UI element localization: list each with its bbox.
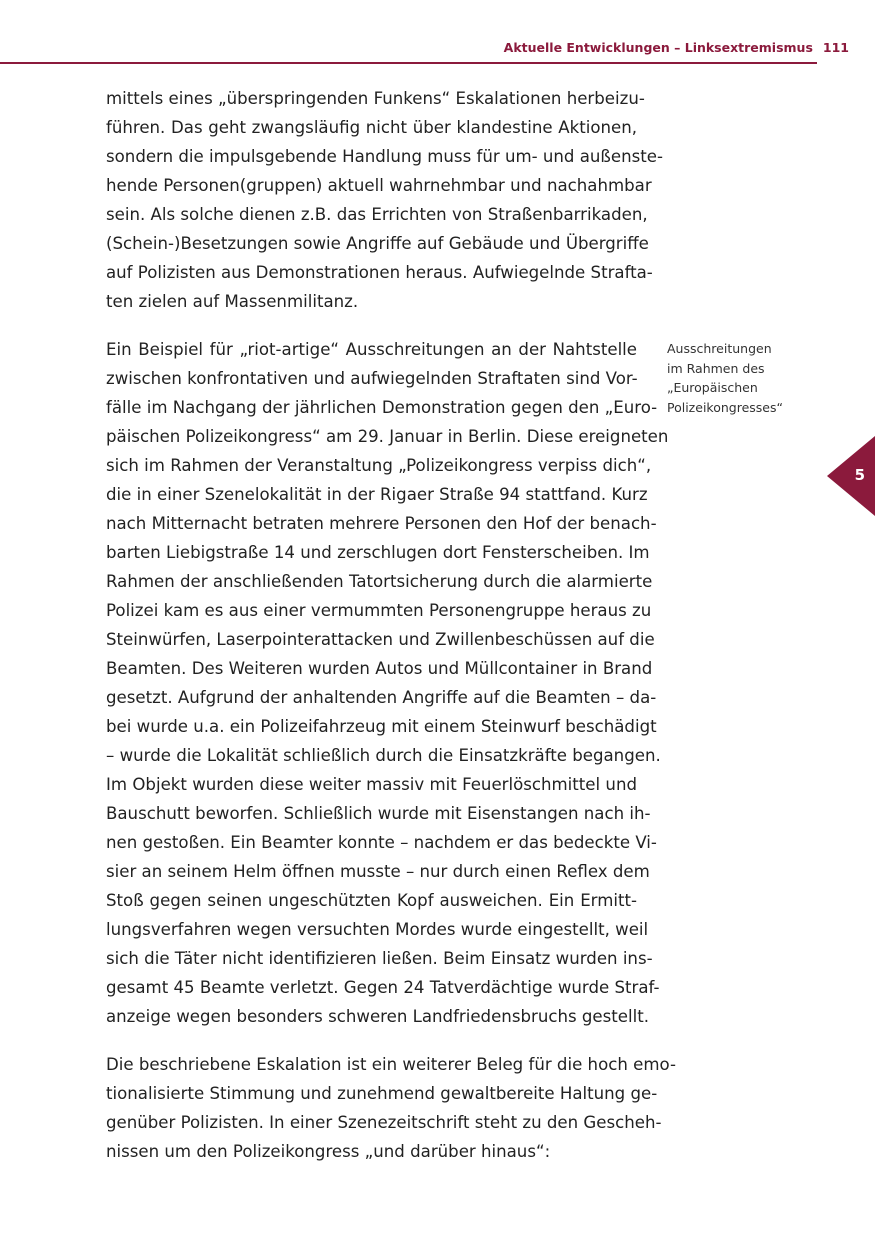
text-line: sich im Rahmen der Veranstaltung „Polizeikongress verpiss dich“, — [106, 456, 652, 475]
text-line: hende Personen(gruppen) aktuell wahrnehmbar und nachahmbar — [106, 176, 652, 195]
margin-note-line: Polizeikongresses“ — [667, 399, 783, 415]
header-rule — [0, 62, 817, 64]
text-line: sier an seinem Helm öffnen musste – nur durch einen Reflex dem — [106, 862, 650, 881]
text-line: sein. Als solche dienen z.B. das Errichten von Straßenbarrikaden, — [106, 205, 648, 224]
text-line: Ein Beispiel für „riot-artige“ Ausschreitungen an der Nahtstelle — [106, 340, 637, 359]
margin-note-line: im Rahmen des — [667, 360, 765, 376]
text-line: mittels eines „überspringenden Funkens“ Eskalationen herbeizu- — [106, 89, 645, 108]
text-line: ten zielen auf Massenmilitanz. — [106, 292, 359, 311]
text-line: Rahmen der anschließenden Tatortsicherung durch die alarmierte — [106, 572, 653, 591]
paragraph — [106, 335, 669, 1031]
text-line: die in einer Szenelokalität in der Rigaer Straße 94 stattfand. Kurz — [106, 485, 648, 504]
text-line: gesamt 45 Beamte verletzt. Gegen 24 Tatverdächtige wurde Straf- — [106, 978, 660, 997]
text-line: gesetzt. Aufgrund der anhaltenden Angriffe auf die Beamten – da- — [106, 688, 657, 707]
text-line: Im Objekt wurden diese weiter massiv mit Feuerlöschmittel und — [106, 775, 637, 794]
text-line: tionalisierte Stimmung und zunehmend gewaltbereite Haltung ge- — [106, 1084, 658, 1103]
text-line: päischen Polizeikongress“ am 29. Januar in Berlin. Diese ereigneten — [106, 427, 669, 446]
paragraph — [106, 1050, 676, 1166]
text-line: Steinwürfen, Laserpointerattacken und Zwillenbeschüssen auf die — [106, 630, 655, 649]
text-line: fälle im Nachgang der jährlichen Demonstration gegen den „Euro- — [106, 398, 658, 417]
running-head — [504, 40, 849, 55]
text-line: barten Liebigstraße 14 und zerschlugen dort Fensterscheiben. Im — [106, 543, 650, 562]
text-line: sondern die impulsgebende Handlung muss für um- und außenste- — [106, 147, 663, 166]
text-line: nissen um den Polizeikongress „und darüber hinaus“: — [106, 1142, 551, 1161]
text-line: nach Mitternacht betraten mehrere Personen den Hof der benach- — [106, 514, 657, 533]
text-line: lungsverfahren wegen versuchten Mordes wurde eingestellt, weil — [106, 920, 649, 939]
text-line: auf Polizisten aus Demonstrationen heraus. Aufwiegelnde Strafta- — [106, 263, 653, 282]
text-line: Beamten. Des Weiteren wurden Autos und Müllcontainer in Brand — [106, 659, 653, 678]
chapter-number: 5 — [854, 466, 865, 484]
text-line: Die beschriebene Eskalation ist ein weiterer Beleg für die hoch emo- — [106, 1055, 676, 1074]
margin-note-line: „Europäischen — [667, 380, 758, 395]
text-line: Stoß gegen seinen ungeschützten Kopf ausweichen. Ein Ermitt- — [106, 891, 637, 910]
text-line: sich die Täter nicht identifizieren ließen. Beim Einsatz wurden ins- — [106, 949, 653, 968]
text-line: Bauschutt beworfen. Schließlich wurde mit Eisenstangen nach ih- — [106, 804, 651, 823]
page-number: 111 — [822, 40, 849, 55]
text-line: bei wurde u.a. ein Polizeifahrzeug mit einem Steinwurf beschädigt — [106, 717, 657, 736]
text-line: anzeige wegen besonders schweren Landfriedensbruchs gestellt. — [106, 1007, 649, 1026]
text-line: – wurde die Lokalität schließlich durch die Einsatzkräfte begangen. — [106, 746, 661, 765]
body-text — [106, 84, 676, 1185]
text-line: Polizei kam es aus einer vermummten Personengruppe heraus zu — [106, 601, 652, 620]
chapter-tab-shape — [827, 436, 875, 516]
section-title: Aktuelle Entwicklungen – Linksextremismus — [503, 40, 813, 55]
margin-note — [667, 339, 807, 417]
text-line: führen. Das geht zwangsläufig nicht über klandestine Aktionen, — [106, 118, 637, 137]
text-line: (Schein-)Besetzungen sowie Angriffe auf Gebäude und Übergriffe — [106, 234, 649, 253]
text-line: nen gestoßen. Ein Beamter konnte – nachdem er das bedeckte Vi- — [106, 833, 657, 852]
text-line: zwischen konfrontativen und aufwiegelnden Straftaten sind Vor- — [106, 369, 638, 388]
text-line: genüber Polizisten. In einer Szenezeitschrift steht zu den Gescheh- — [106, 1113, 662, 1132]
margin-note-line: Ausschreitungen — [667, 341, 772, 356]
chapter-tab — [827, 436, 875, 516]
paragraph — [106, 84, 663, 316]
